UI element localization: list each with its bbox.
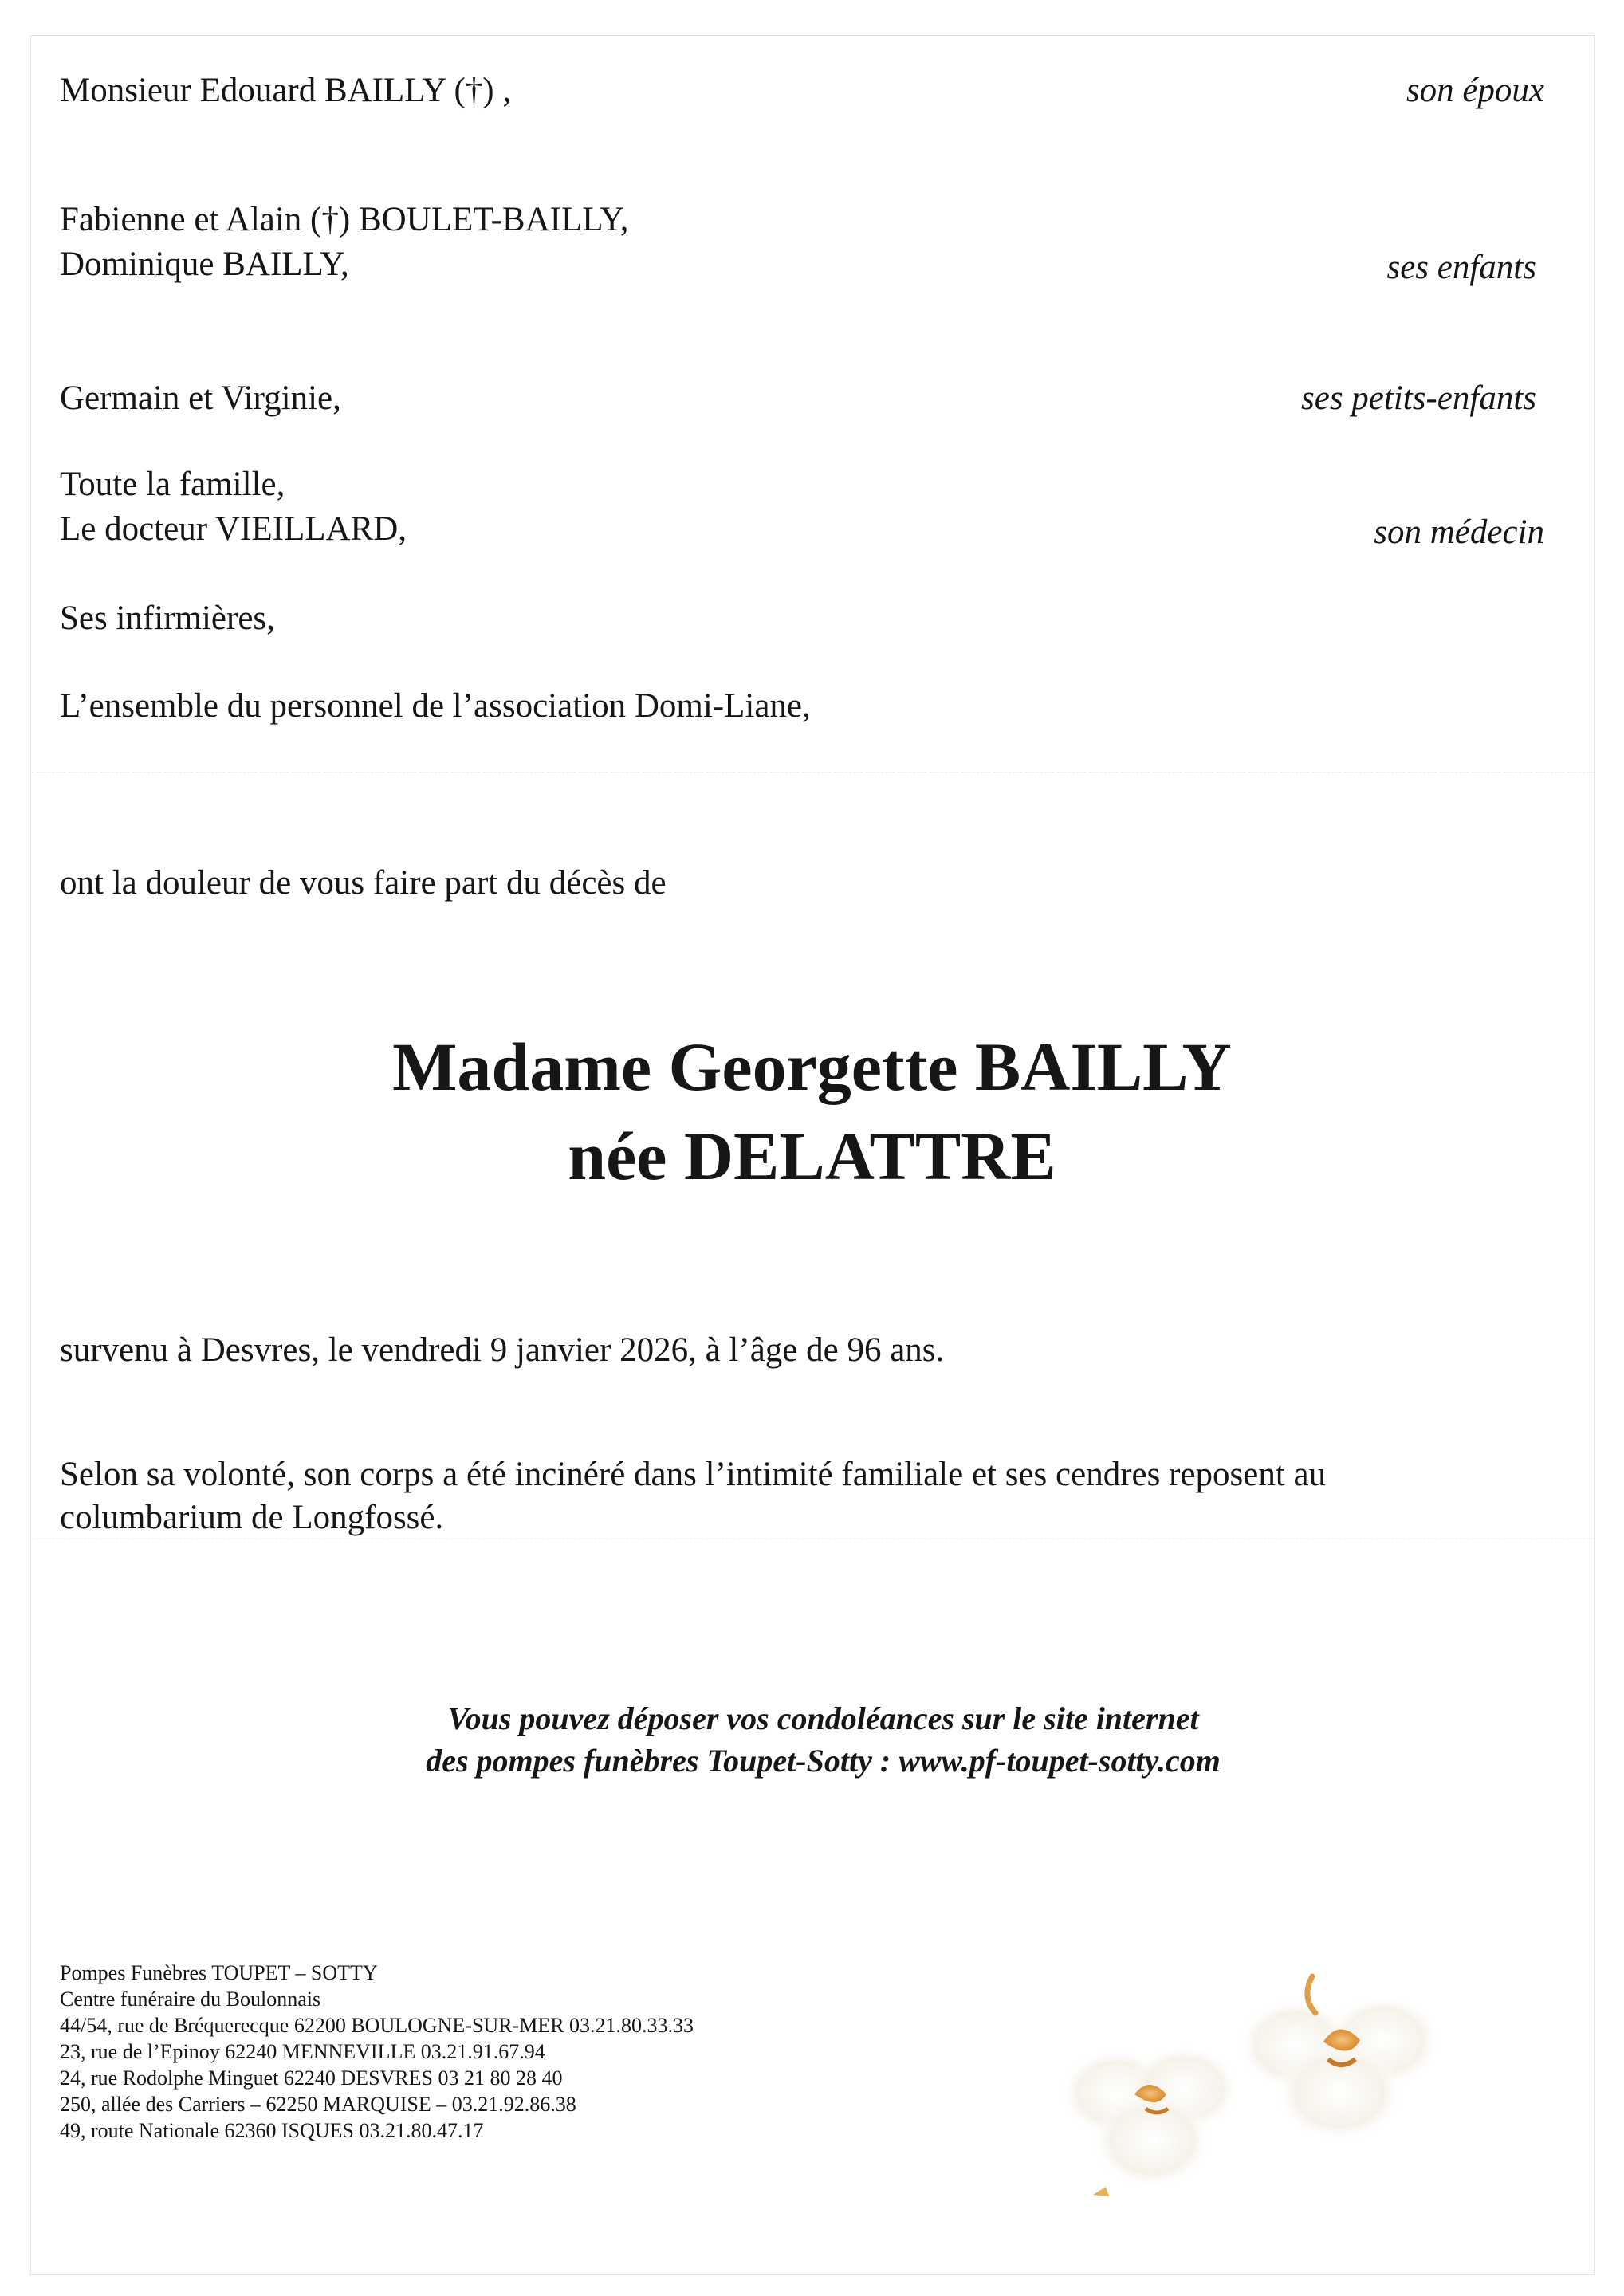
doctor-name: Le docteur VIEILLARD, (60, 510, 407, 548)
spouse-name: Monsieur Edouard BAILLY (†) , (60, 72, 512, 109)
nurses-line: Ses infirmières, (60, 600, 275, 637)
condolences-line-1: Vous pouvez déposer vos condoléances sur le site internet (447, 1700, 1199, 1736)
children-relation: ses enfants (1386, 249, 1536, 286)
wishes-line-2: columbarium de Longfossé. (60, 1499, 444, 1536)
staff-line: L’ensemble du personnel de l’association Domi-Liane, (60, 687, 811, 725)
footer-line: 23, rue de l’Epinoy 62240 MENNEVILLE 03.21.91.67.94 (60, 2040, 545, 2063)
funeral-home-footer (60, 1960, 694, 2144)
footer-line: 44/54, rue de Bréquerecque 62200 BOULOGNE-SUR-MER 03.21.80.33.33 (60, 2014, 694, 2037)
deceased-name: Madame Georgette BAILLY (392, 1028, 1232, 1105)
orchid-left (1060, 2045, 1240, 2196)
condolences-line-2: des pompes funèbres Toupet-Sotty : www.pf-toupet-sotty.com (426, 1743, 1221, 1779)
footer-line: Pompes Funèbres TOUPET – SOTTY (60, 1961, 378, 1984)
spouse-relation: son époux (1406, 72, 1544, 109)
footer-line: 49, route Nationale 62360 ISQUES 03.21.80.47.17 (60, 2119, 484, 2142)
announcement-intro: ont la douleur de vous faire part du décès de (60, 864, 667, 902)
footer-line: 24, rue Rodolphe Minguet 62240 DESVRES 03 21 80 28 40 (60, 2066, 563, 2090)
wishes-line-1: Selon sa volonté, son corps a été incinéré dans l’intimité familiale et ses cendres reposent au (60, 1456, 1327, 1493)
footer-line: Centre funéraire du Boulonnais (60, 1987, 321, 2011)
grandchildren-name: Germain et Virginie, (60, 379, 341, 417)
death-info: survenu à Desvres, le vendredi 9 janvier 2026, à l’âge de 96 ans. (60, 1331, 945, 1369)
orchid-flowers-illustration (1052, 1969, 1531, 2224)
deceased-maiden-name: née DELATTRE (568, 1118, 1056, 1194)
family-doctor-row (60, 462, 1544, 552)
footer-line: 250, allée des Carriers – 62250 MARQUISE – 03.21.92.86.38 (60, 2093, 576, 2116)
children-row (60, 198, 1544, 287)
doctor-relation: son médecin (1374, 513, 1544, 551)
fold-line-top (32, 772, 1593, 773)
whole-family: Toute la famille, (60, 466, 285, 503)
children-name-2: Dominique BAILLY, (60, 246, 349, 283)
orchid-right (1238, 1976, 1441, 2142)
grandchildren-relation: ses petits-enfants (1301, 379, 1536, 417)
children-name-1: Fabienne et Alain (†) BOULET-BAILLY, (60, 201, 629, 238)
